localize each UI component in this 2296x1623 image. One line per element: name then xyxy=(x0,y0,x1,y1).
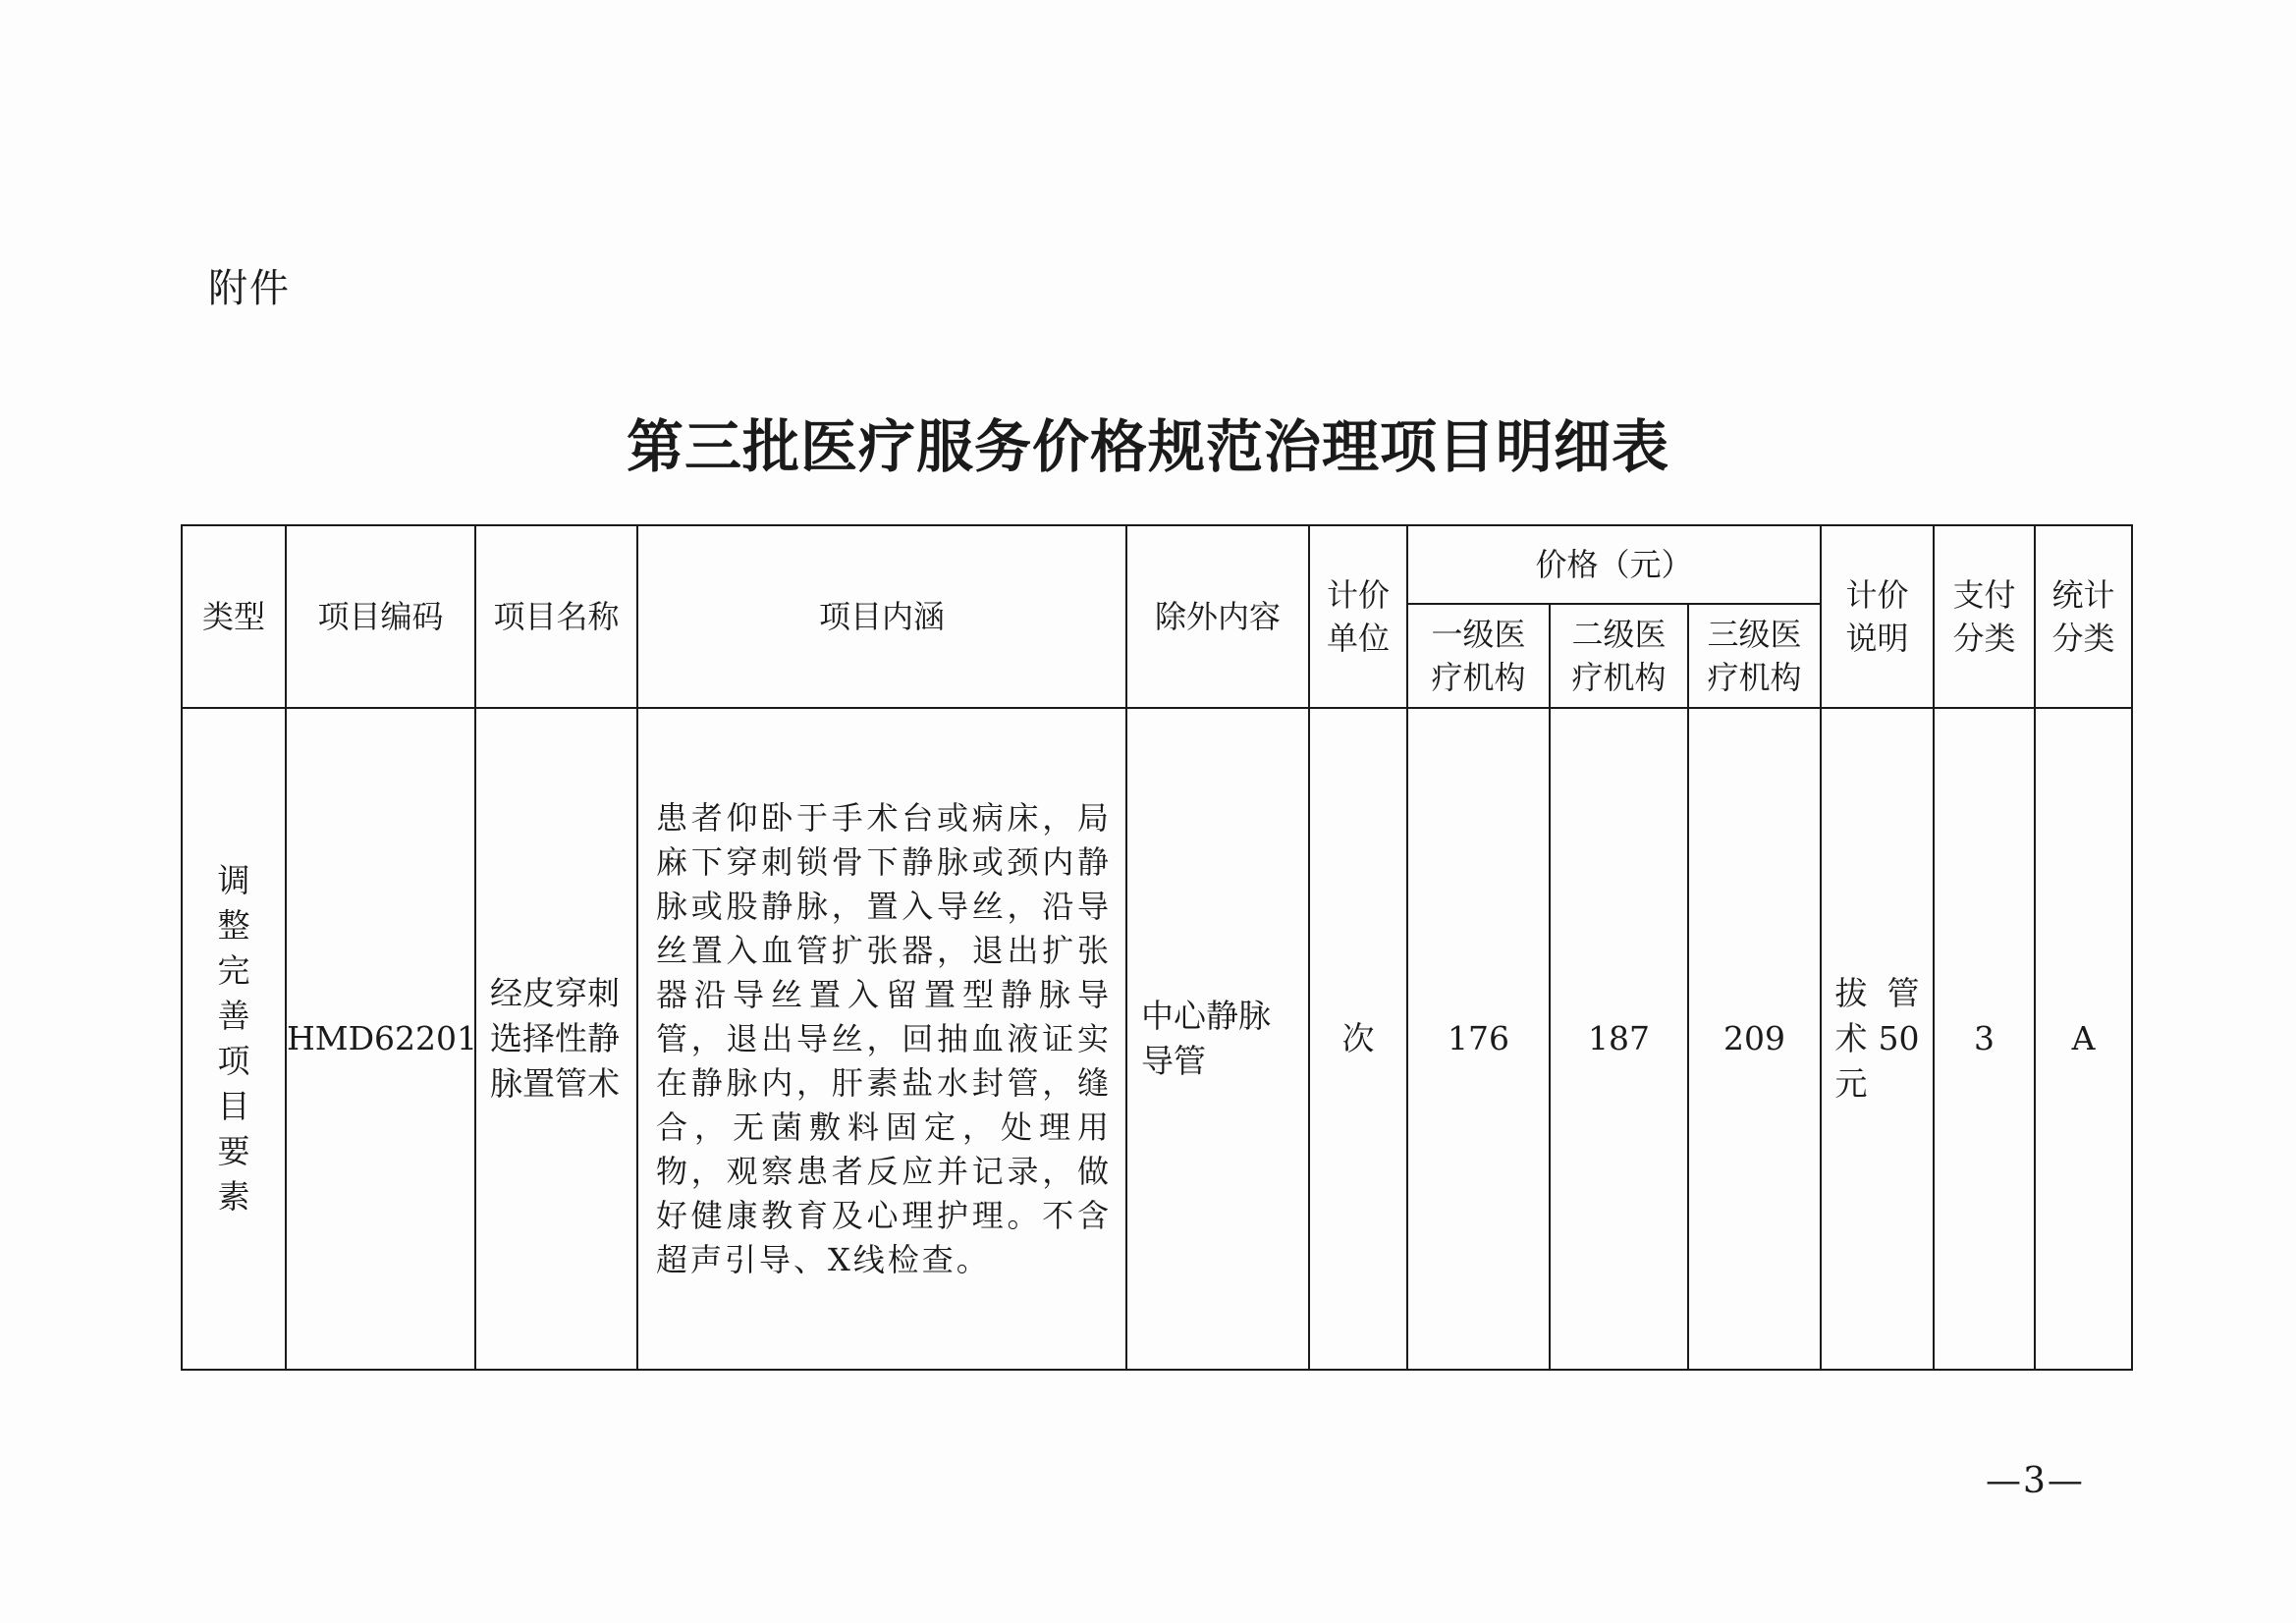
header-statistics xyxy=(2035,525,2132,708)
cell-level3: 209 xyxy=(1688,708,1821,1370)
cell-code: HMD62201 xyxy=(286,708,475,1370)
cell-name: 经皮穿刺选择性静脉置管术 xyxy=(475,708,637,1370)
page-number: —3— xyxy=(1986,1461,2085,1501)
header-level1 xyxy=(1407,604,1550,708)
header-level2-text: 二级医疗机构 xyxy=(1571,616,1667,696)
header-unit-text: 计价单位 xyxy=(1326,576,1390,657)
cell-level1: 176 xyxy=(1407,708,1550,1370)
header-level1-text: 一级医疗机构 xyxy=(1431,616,1526,696)
header-name: 项目名称 xyxy=(475,525,637,708)
header-content: 项目内涵 xyxy=(637,525,1126,708)
cell-level2: 187 xyxy=(1550,708,1688,1370)
cell-type-text: 调整完善项目要素 xyxy=(217,861,250,1216)
cell-unit: 次 xyxy=(1309,708,1407,1370)
header-type: 类型 xyxy=(182,525,286,708)
header-level3 xyxy=(1688,604,1821,708)
header-excluded: 除外内容 xyxy=(1126,525,1309,708)
price-detail-table xyxy=(181,524,2133,1371)
table-row xyxy=(182,708,2132,1370)
header-statistics-text: 统计分类 xyxy=(2051,576,2115,657)
cell-note xyxy=(1821,708,1934,1370)
header-unit xyxy=(1309,525,1407,708)
header-note-text: 计价说明 xyxy=(1845,576,1909,657)
cell-payment: 3 xyxy=(1934,708,2035,1370)
header-code: 项目编码 xyxy=(286,525,475,708)
annex-label: 附件 xyxy=(208,266,291,311)
header-price-group: 价格（元） xyxy=(1407,525,1821,604)
header-level2 xyxy=(1550,604,1688,708)
header-row-1 xyxy=(182,525,2132,604)
header-payment xyxy=(1934,525,2035,708)
header-note xyxy=(1821,525,1934,708)
cell-content: 患者仰卧于手术台或病床，局麻下穿刺锁骨下静脉或颈内静脉或股静脉，置入导丝，沿导丝置入血管扩张器，退出扩张器沿导丝置入留置型静脉导管，退出导丝，回抽血液证实在静脉内，肝素盐水封管，缝合，无菌敷料固定，处理用物，观察患者反应并记录，做好健康教育及心理护理。不含超声引导、X线检查。 xyxy=(637,708,1126,1370)
cell-statistics: A xyxy=(2035,708,2132,1370)
cell-excluded: 中心静脉导管 xyxy=(1126,708,1309,1370)
cell-type xyxy=(182,708,286,1370)
document-title: 第三批医疗服务价格规范治理项目明细表 xyxy=(626,413,1669,480)
header-payment-text: 支付分类 xyxy=(1952,576,2016,657)
cell-note-text: 拔管术50元 xyxy=(1834,974,1920,1103)
header-level3-text: 三级医疗机构 xyxy=(1707,616,1802,696)
